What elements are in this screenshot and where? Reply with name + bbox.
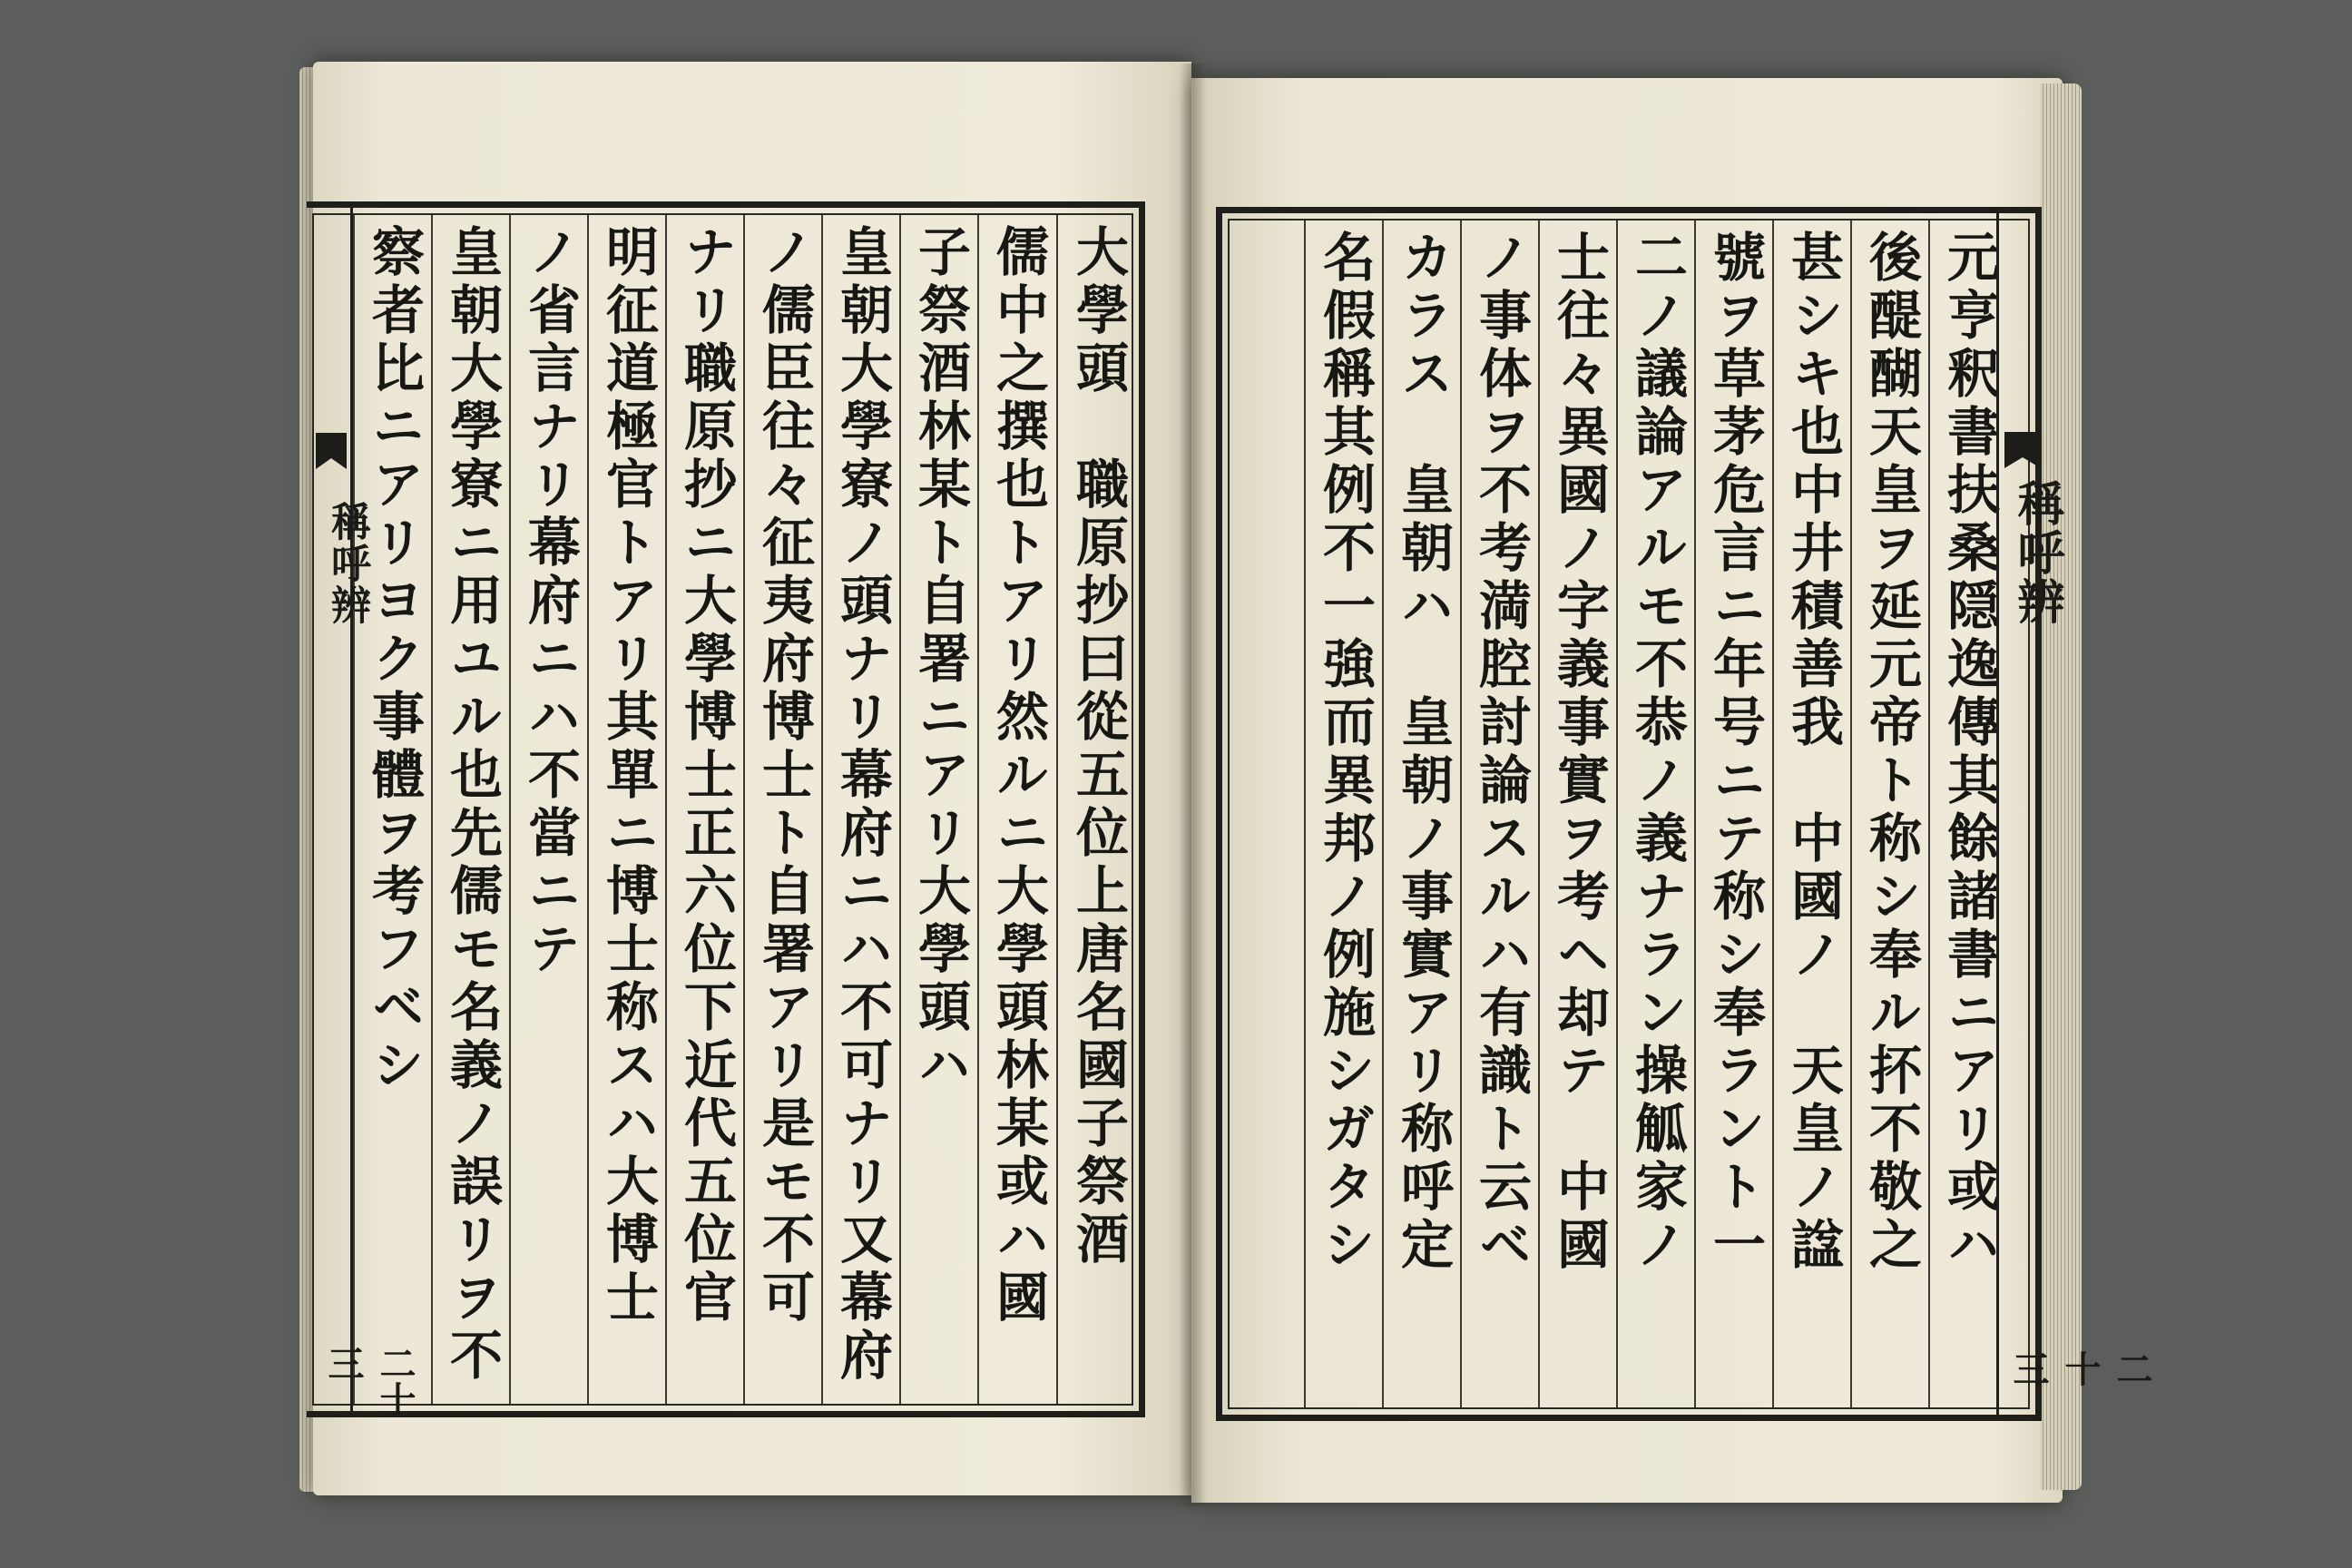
- fish-tail-mark: [316, 433, 347, 469]
- right-column-empty: [1230, 220, 1302, 1407]
- left-column-3: [899, 215, 979, 1404]
- right-column-text: 後醍醐天皇ヲ延元帝ト称シ奉ル抔不敬之: [1860, 230, 1922, 1275]
- right-page-number: 二十三: [2007, 1350, 2153, 1387]
- right-column-text: 元亨釈書扶桑隠逸傳其餘諸書ニアリ或ハ: [1938, 230, 2000, 1275]
- left-column-6: [665, 215, 745, 1404]
- right-column-area: [1228, 219, 2030, 1409]
- left-column-text: ノ省言ナリ幕府ニハ不當ニテ: [519, 224, 581, 979]
- right-column-text: 二ノ議論アルモ不恭ノ義ナラン操觚家ノ: [1626, 230, 1688, 1275]
- left-column-5: [743, 215, 823, 1404]
- right-column-5: [1616, 220, 1696, 1407]
- left-column-1: [1056, 215, 1138, 1404]
- book-gutter: [1180, 64, 1207, 1506]
- left-column-text: 明征道極官トアリ其單ニ博士称スハ大博士: [597, 224, 659, 1328]
- right-column-text: 名假稱其例不一強而異邦ノ例施シガタシ: [1314, 230, 1376, 1275]
- right-column-7: [1460, 220, 1540, 1407]
- left-column-text: 大學頭 職原抄曰從五位上唐名國子祭酒: [1067, 224, 1129, 1269]
- left-column-2: [977, 215, 1057, 1404]
- fish-tail-mark: [2004, 432, 2041, 468]
- right-page-edges: [2040, 83, 2082, 1490]
- left-column-10: [353, 215, 433, 1404]
- right-column-9: [1304, 220, 1384, 1407]
- right-page-margin: [1996, 207, 2153, 1421]
- left-column-4: [821, 215, 901, 1404]
- left-column-text: 儒中之撰也トアリ然ルニ大學頭林某或ハ國: [987, 224, 1049, 1328]
- right-column-2: [1850, 220, 1930, 1407]
- right-column-text: 號ヲ草茅危言ニ年号ニテ称シ奉ラント一: [1704, 230, 1766, 1275]
- left-column-9: [431, 215, 511, 1404]
- left-column-text: 皇朝大學寮ノ頭ナリ幕府ニハ不可ナリ又幕府: [831, 224, 893, 1386]
- left-column-text: 皇朝大學寮ニ用ユル也先儒モ名義ノ誤リヲ不: [441, 224, 503, 1386]
- right-column-4: [1694, 220, 1774, 1407]
- right-text-frame: [1216, 207, 2042, 1421]
- left-page-number: 二十三: [322, 1345, 416, 1417]
- right-column-3: [1772, 220, 1852, 1407]
- left-column-8: [509, 215, 589, 1404]
- right-column-8: [1382, 220, 1462, 1407]
- left-running-title: 稱呼辨: [324, 501, 370, 626]
- right-running-title: 稱呼辨: [2009, 479, 2064, 626]
- left-column-text: 察者比ニアリヨク事體ヲ考フベシ: [363, 224, 425, 1095]
- left-column-7: [587, 215, 667, 1404]
- left-column-text: ノ儒臣往々征夷府博士ト自署アリ是モ不可: [753, 224, 815, 1328]
- right-column-text: カラス 皇朝ハ 皇朝ノ事實アリ称呼定: [1392, 230, 1454, 1275]
- right-column-text: 士往々異國ノ字義事實ヲ考ヘ却テ 中國: [1548, 230, 1610, 1275]
- right-column-text: ノ事体ヲ不考満腔討論スルハ有識ト云ベ: [1470, 230, 1532, 1275]
- left-text-frame: [307, 201, 1145, 1417]
- left-column-text: 子祭酒林某ト自署ニアリ大學頭ハ: [909, 224, 971, 1095]
- right-column-6: [1538, 220, 1618, 1407]
- right-column-text: 甚シキ也中井積善我 中國ノ 天皇ノ諡: [1782, 230, 1844, 1275]
- left-column-area: [312, 213, 1133, 1406]
- left-column-text: ナリ職原抄ニ大學博士正六位下近代五位官: [675, 224, 737, 1328]
